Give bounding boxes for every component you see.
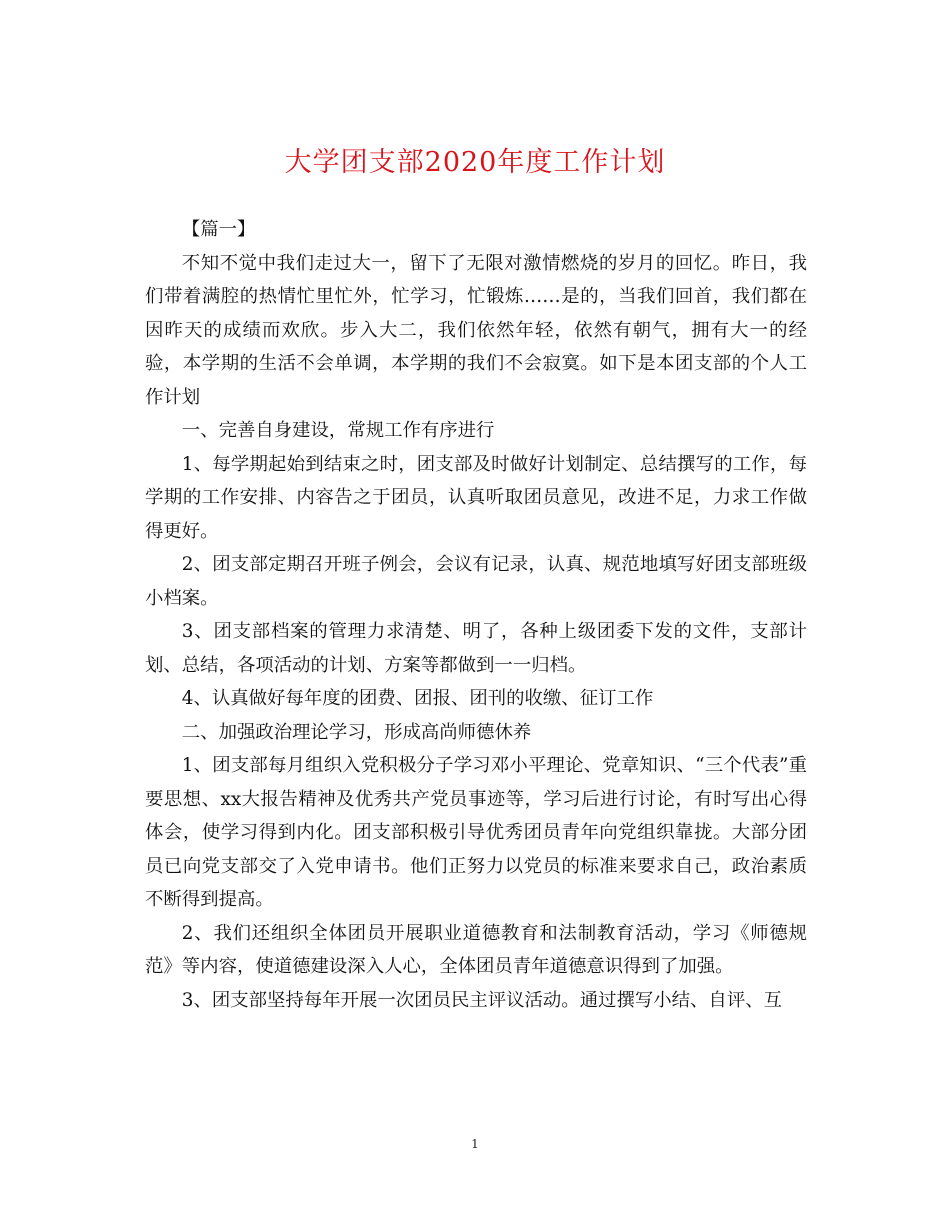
paragraph: 2、我们还组织全体团员开展职业道德教育和法制教育活动，学习《师德规范》等内容，使道德建设深入人心，全体团员青年道德意识得到了加强。 (145, 922, 807, 977)
section-heading: 二、加强政治理论学习，形成高尚师德休养 (181, 721, 532, 743)
paragraph: 1、每学期起始到结束之时，团支部及时做好计划制定、总结撰写的工作，每学期的工作安排、内容告之于团员，认真听取团员意见，改进不足，力求工作做得更好。 (145, 453, 807, 542)
paragraph: 3、团支部坚持每年开展一次团员民主评议活动。通过撰写小结、自评、互 (181, 989, 782, 1011)
document-body (145, 213, 807, 1017)
paragraph: 不知不觉中我们走过大一，留下了无限对激情燃烧的岁月的回忆。昨日，我们带着满腔的热情忙里忙外，忙学习，忙锻炼……是的，当我们回首，我们都在因昨天的成绩而欢欣。步入大二，我们依然年轻，依然有朝气，拥有大一的经验，本学期的生活不会单调，本学期的我们不会寂寞。如下是本团支部的个人工作计划 (145, 252, 807, 408)
paragraph: 3、团支部档案的管理力求清楚、明了，各种上级团委下发的文件，支部计划、总结，各项活动的计划、方案等都做到一一归档。 (145, 621, 807, 676)
page-number: 1 (471, 1137, 479, 1151)
section-heading: 【篇一】 (181, 219, 256, 240)
paragraph: 4、认真做好每年度的团费、团报、团刊的收缴、征订工作 (181, 688, 654, 709)
paragraph: 1、团支部每月组织入党积极分子学习邓小平理论、党章知识、“三个代表”重要思想、xx大报告精神及优秀共产党员事迹等，学习后进行讨论，有时写出心得体会，使学习得到内化。团支部积极引导优秀团员青年向党组织靠拢。大部分团员已向党支部交了入党申请书。他们正努力以党员的标准来要求自己，政治素质不断得到提高。 (145, 755, 807, 910)
section-heading: 一、完善自身建设，常规工作有序进行 (181, 420, 495, 441)
document-title: 大学团支部2020年度工作计划 (284, 147, 666, 178)
paragraph: 2、团支部定期召开班子例会，会议有记录，认真、规范地填写好团支部班级小档案。 (145, 554, 807, 609)
